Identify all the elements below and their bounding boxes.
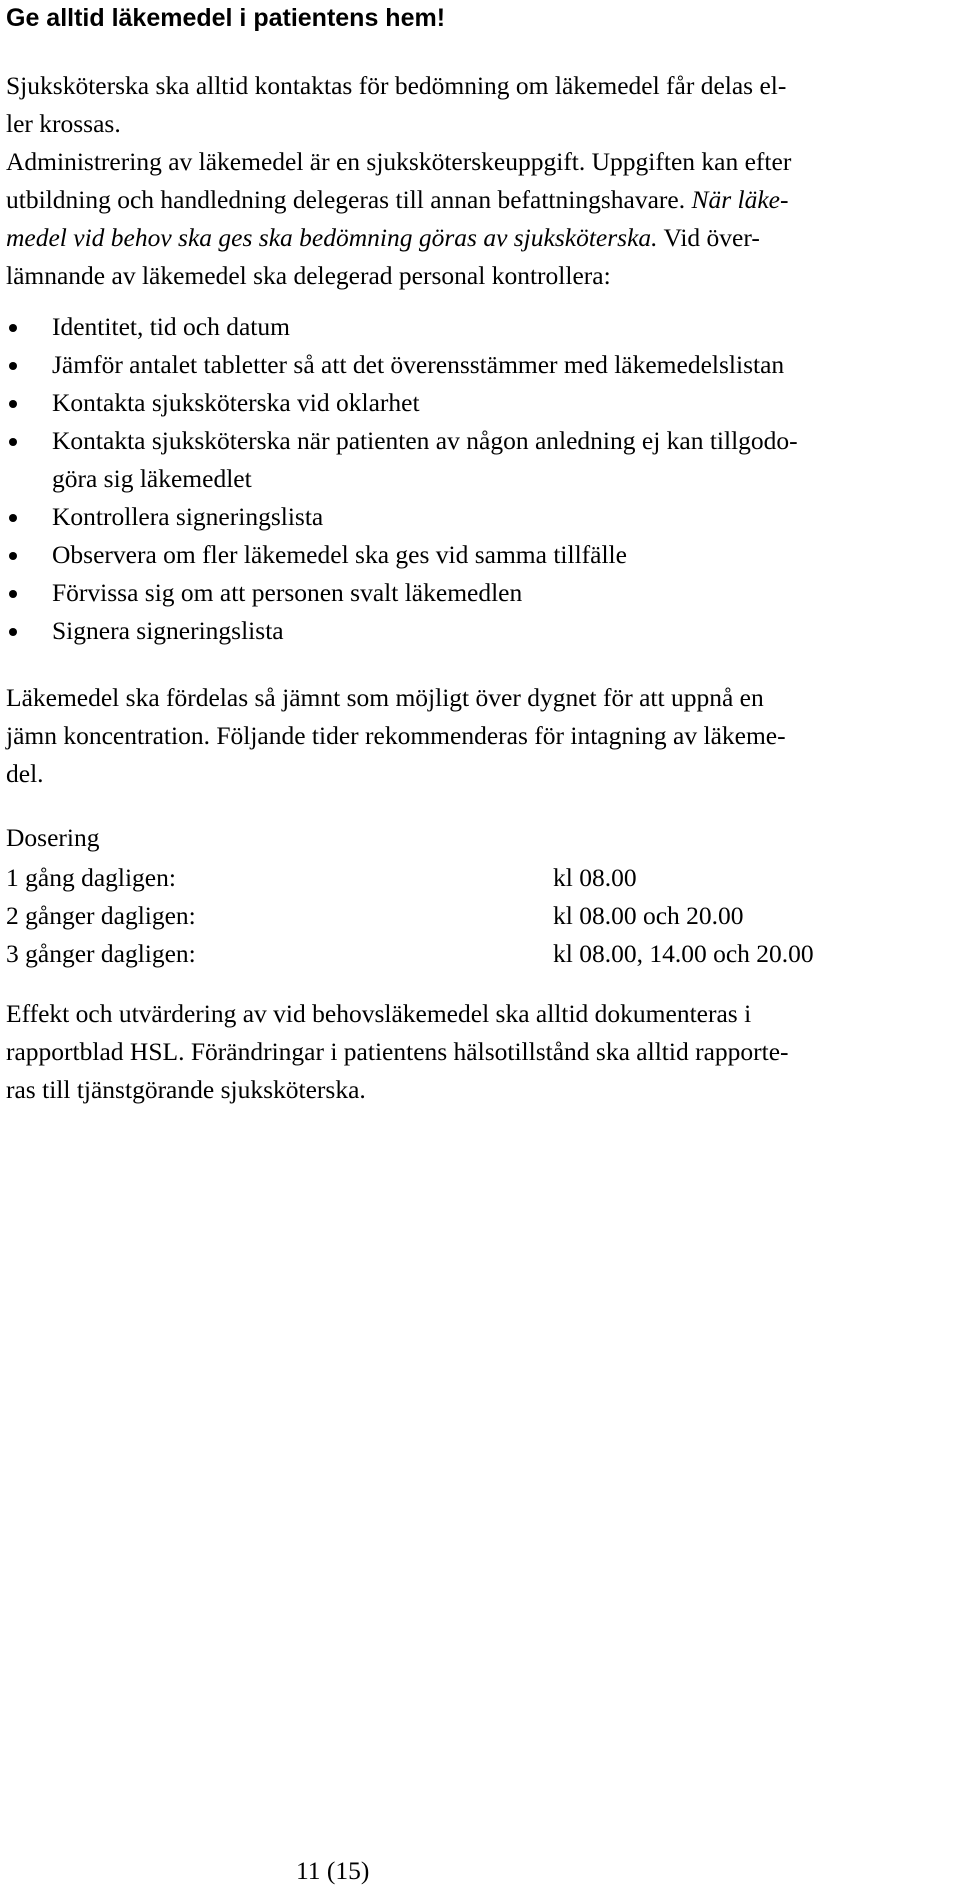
checklist-item-text-line-1: Signera signeringslista (52, 616, 284, 645)
checklist-item-text-line-1: Kontrollera signeringslista (52, 502, 324, 531)
dosage-schedule (6, 859, 942, 973)
checklist-item (0, 422, 960, 498)
checklist-item-text-line-1: Jämför antalet tabletter så att det överensstämmer med läkemedelslistan (52, 350, 785, 379)
distribution-line-1: Läkemedel ska fördelas så jämnt som möjligt över dygnet för att uppnå en (6, 683, 764, 712)
dosage-row (6, 935, 942, 973)
dosage-frequency: 2 gånger dagligen: (6, 901, 196, 930)
administration-line-2 (6, 181, 942, 219)
checklist-item (0, 498, 960, 536)
distribution-paragraph (6, 679, 942, 793)
dosage-row (6, 859, 942, 897)
administration-line-2-text: utbildning och handledning delegeras till annan befattningshavare. (6, 185, 692, 214)
documentation-line-3: ras till tjänstgörande sjuksköterska. (6, 1075, 366, 1104)
bullet-point-icon (9, 400, 17, 408)
administration-line-1: Administrering av läkemedel är en sjuksköterskeuppgift. Uppgiften kan efter (6, 147, 792, 176)
checklist-item-text-line-1: Observera om fler läkemedel ska ges vid samma tillfälle (52, 540, 627, 569)
checklist-item (0, 574, 960, 612)
administration-line-3-text: Vid över- (657, 223, 760, 252)
dosage-times: kl 08.00, 14.00 och 20.00 (553, 939, 814, 968)
checklist-item (0, 308, 960, 346)
as-needed-emphasis-start: När läke- (691, 185, 789, 214)
dosage-times: kl 08.00 (553, 863, 637, 892)
checklist-item-text-line-1: Förvissa sig om att personen svalt läkemedlen (52, 578, 523, 607)
documentation-line-1: Effekt och utvärdering av vid behovsläkemedel ska alltid dokumenteras i (6, 999, 752, 1028)
bullet-point-icon (9, 438, 17, 446)
as-needed-emphasis-end: medel vid behov ska ges ska bedömning göras av sjuksköterska. (6, 223, 658, 252)
document-heading: Ge alltid läkemedel i patientens hem! (6, 4, 446, 32)
checklist-item (0, 612, 960, 650)
bullet-point-icon (9, 514, 17, 522)
bullet-point-icon (9, 552, 17, 560)
administration-line-4: lämnande av läkemedel ska delegerad personal kontrollera: (6, 261, 611, 290)
dosage-row (6, 897, 942, 935)
bullet-point-icon (9, 324, 17, 332)
checklist-item-text-line-2: göra sig läkemedlet (52, 464, 252, 493)
nurse-contact-paragraph (6, 67, 942, 143)
administration-line-3 (6, 219, 942, 257)
delegated-staff-checklist (0, 308, 960, 650)
checklist-item-text-line-1: Kontakta sjuksköterska vid oklarhet (52, 388, 420, 417)
distribution-line-2: jämn koncentration. Följande tider rekommenderas för intagning av läkeme- (6, 721, 786, 750)
checklist-item-text-line-1: Kontakta sjuksköterska när patienten av någon anledning ej kan tillgodo- (52, 426, 798, 455)
checklist-item (0, 536, 960, 574)
dosage-times: kl 08.00 och 20.00 (553, 901, 744, 930)
bullet-point-icon (9, 590, 17, 598)
dosage-frequency: 3 gånger dagligen: (6, 939, 196, 968)
dosage-title: Dosering (6, 823, 100, 852)
checklist-item (0, 384, 960, 422)
page-number: 11 (15) (296, 1856, 370, 1885)
dosage-frequency: 1 gång dagligen: (6, 863, 176, 892)
bullet-point-icon (9, 362, 17, 370)
administration-paragraph (6, 143, 942, 295)
bullet-point-icon (9, 628, 17, 636)
distribution-line-3: del. (6, 759, 44, 788)
documentation-paragraph (6, 995, 942, 1109)
nurse-contact-line-1: Sjuksköterska ska alltid kontaktas för bedömning om läkemedel får delas el- (6, 71, 787, 100)
checklist-item (0, 346, 960, 384)
checklist-item-text-line-1: Identitet, tid och datum (52, 312, 290, 341)
nurse-contact-line-2: ler krossas. (6, 109, 121, 138)
documentation-line-2: rapportblad HSL. Förändringar i patientens hälsotillstånd ska alltid rapporte- (6, 1037, 789, 1066)
